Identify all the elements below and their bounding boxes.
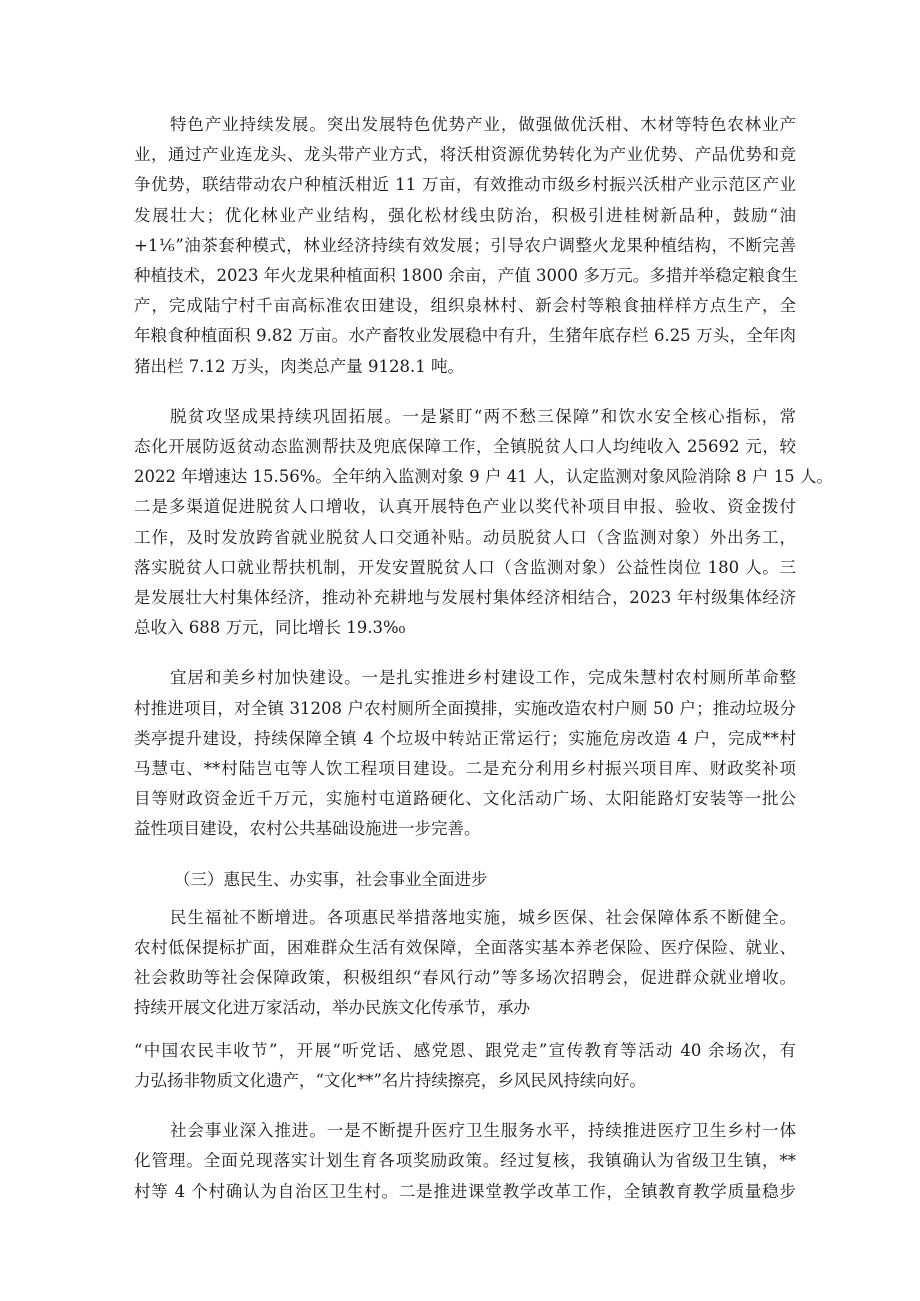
paragraph-gap [134,643,796,663]
text-line: 力弘扬非物质文化遗产，“文化**”名片持续擦亮，乡风民风持续向好。 [134,1070,646,1090]
text-line: 落实脱贫人口就业帮扶机制，开发安置脱贫人口（含监测对象）公益性岗位 180 人。三 [134,557,796,577]
text-line: +1⅙”油茶套种模式，林业经济持续有效发展；引导农户调整火龙果种植结构，不断完善 [134,235,796,255]
text-line: 特色产业持续发展。突出发展特色优势产业，做强做优沃柑、木材等特色农林业产 [170,115,796,134]
paragraph-gap [134,895,796,903]
text-line: 猪出栏 7.12 万头，肉类总产量 9128.1 吨。 [134,356,464,376]
text-line: 2022 年增速达 15.56%。全年纳入监测对象 9 户 41 人，认定监测对象风险消除 8 户 15 人。 [134,467,833,487]
paragraph-characteristic-industry [134,110,796,382]
paragraph-livelihood [134,903,796,1024]
text-line: 持续开展文化进万家活动，举办民族文化传承节，承办 [134,998,530,1018]
text-line: 总收入 688 万元，同比增长 19.3%₀ [134,618,406,638]
text-line: 发展壮大；优化林业产业结构，强化松材线虫防治，积极引进桂树新品种，鼓励“油 [134,205,796,225]
text-line: 村等 4 个村确认为自治区卫生村。二是推进课堂教学改革工作，全镇教育教学质量稳步 [134,1181,796,1201]
text-line: 民生福祉不断增进。各项惠民举措落地实施，城乡医保、社会保障体系不断健全。 [170,907,796,927]
paragraph-gap [134,1024,796,1036]
text-line: 益性项目建设，农村公共基础设施进一步完善。 [134,819,481,839]
text-line: 目等财政资金近千万元，实施村屯道路硬化、文化活动广场、太阳能路灯安装等一批公 [134,789,796,809]
text-line: 业，通过产业连龙头、龙头带产业方式，将沃柑资源优势转化为产业优势、产品优势和竞 [134,145,796,165]
paragraph-harvest-festival [134,1036,796,1096]
text-line: 化管理。全面兑现落实计划生育各项奖励政策。经过复核，我镇确认为省级卫生镇，** [134,1151,796,1171]
text-line: 是发展壮大村集体经济，推动补充耕地与发展村集体经济相结合，2023 年村级集体经济 [134,588,796,608]
text-line: 宜居和美乡村加快建设。一是扎实推进乡村建设工作，完成朱慧村农村厕所革命整 [170,668,796,688]
text-line: 类亭提升建设，持续保障全镇 4 个垃圾中转站正常运行；实施危房改造 4 户，完成**村 [134,728,796,748]
paragraph-gap [134,845,796,865]
text-line: 村推进项目，对全镇 31208 户农村厕所全面摸排，实施改造农村户厕 50 户；推动垃圾分 [134,698,796,718]
text-line: 社会救助等社会保障政策，积极组织“春风行动”等多场次招聘会，促进群众就业增收。 [134,968,796,988]
text-line: 产，完成陆宁村千亩高标准农田建设，组织泉林村、新会村等粮食抽样样方点生产，全 [134,296,796,316]
document-page [134,110,833,1207]
text-line: 态化开展防返贫动态监测帮扶及兜底保障工作，全镇脱贫人口人均纯收入 25692 元，较 [134,437,796,457]
paragraph-livable-village [134,663,796,844]
text-line: 争优势，联结带动农户种植沃柑近 11 万亩，有效推动市级乡村振兴沃柑产业示范区产业 [134,175,796,195]
section-heading: （三）惠民生、办实事，社会事业全面进步 [174,869,488,889]
text-line: 种植技术，2023 年火龙果种植面积 1800 余亩，产值 3000 多万元。多措并举稳定粮食生 [134,266,798,286]
paragraph-gap [134,382,796,402]
paragraph-social-undertakings [134,1116,796,1207]
text-line: 年粮食种植面积 9.82 万亩。水产畜牧业发展稳中有升，生猪年底存栏 6.25 万头，全年肉 [134,326,796,346]
text-line: “中国农民丰收节”，开展“听党话、感党恩、跟党走”宣传教育等活动 40 余场次，有 [134,1040,796,1060]
text-line: 马慧屯、**村陆岂屯等人饮工程项目建设。二是充分利用乡村振兴项目库、财政奖补项 [134,759,796,779]
text-line: 脱贫攻坚成果持续巩固拓展。一是紧盯“两不愁三保障”和饮水安全核心指标，常 [170,406,796,426]
text-line: 社会事业深入推进。一是不断提升医疗卫生服务水平，持续推进医疗卫生乡村一体 [170,1121,796,1141]
text-line: 农村低保提标扩面，困难群众生活有效保障，全面落实基本养老保险、医疗保险、就业、 [134,938,796,958]
paragraph-gap [134,1096,796,1116]
text-line: 工作，及时发放跨省就业脱贫人口交通补贴。动员脱贫人口（含监测对象）外出务工， [134,527,796,547]
paragraph-poverty-alleviation [134,402,833,644]
text-line: 二是多渠道促进脱贫人口增收，认真开展特色产业以奖代补项目申报、验收、资金拨付 [134,497,796,517]
